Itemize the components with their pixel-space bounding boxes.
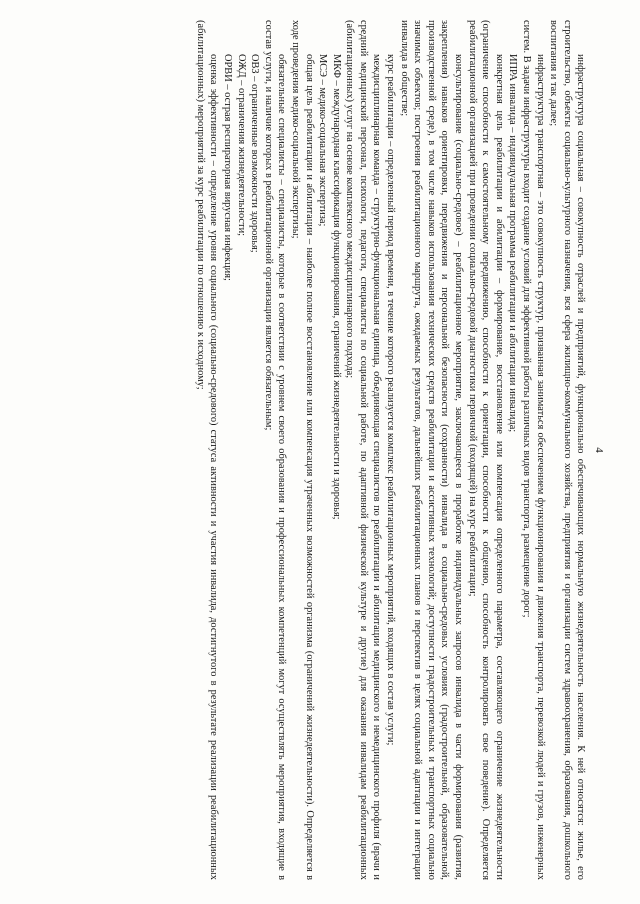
definition-paragraph (193, 20, 220, 880)
definition-paragraph (397, 20, 465, 880)
definition-text: – индивидуальная программа реабилитации и абилитации инвалида; (507, 124, 519, 433)
definition-paragraph (220, 20, 234, 880)
definition-text: – совокупность отраслей и предприятий, функционально обеспечивающих нормальную жизнедеятельность населения. К ней относятся: жилье, его строительство, объекты социально-культурного назначения, вся сфера жилищно-коммунального хозяйства, предприятия и организации систем здравоохранения, образования, дошкольного воспитания и так далее; (548, 20, 587, 880)
definition-paragraph (234, 20, 248, 880)
definition-term: консультирование (социально-средовое) (453, 54, 465, 236)
definition-text: – структурно-функциональная единица, объединяющая специалистов по реабилитации и абилитации медицинского и немедицинского профиля (врачи и средний медицинский персонал, психологи, педагоги, специалисты по социальной работе, по адаптивной физической культуре и другие) для оказания инвалидам реабилитационных (абилитационных) услуг на основе комплексного междисциплинарного подхода; (344, 20, 383, 880)
definition-paragraph (248, 20, 262, 880)
definition-paragraph (519, 20, 546, 880)
definition-term: конкретная цель реабилитации и абилитации (493, 54, 505, 272)
definition-text: – определенный период времени, в течение которого реализуется комплекс реабилитационных мероприятий, входящих в состав услуги; (385, 138, 397, 746)
definition-text: – острая респираторная вирусная инфекция; (221, 81, 233, 281)
definition-paragraph (506, 20, 520, 880)
definition-term: ОЖД (235, 54, 247, 78)
definition-text: – специалисты, которые в соответствии с уровнем своего образования и профессиональных компетенций могут осуществлять мероприятия, входящие в состав услуги, и наличие которых в реабилитационной организации является обязательным; (262, 20, 288, 880)
definition-paragraph (465, 20, 506, 880)
definition-text: – реабилитационное мероприятие, заключающееся в проработке индивидуальных запросов инвалида в части формирования (развития, закрепления) навыков ориентировки, передвижения и персональной безопасности (сохранности) инвалида в социально-средовых условиях (градостроительной, образовательной, производственной среде), в том числе навыков использования технических средств реабилитации и ассистивных технологий; доступности градостроительных и транспортных социально значимых объектов; построения реабилитационного маршрута, ожидаемых результатов, дальнейших реабилитационных планов и перспектив в целях социальной адаптации и интеграции инвалида в обществе; (398, 20, 465, 880)
definition-term: обязательные специалисты (276, 54, 288, 176)
definition-text: – наиболее полное восстановление или компенсация утраченных возможностей организма (ограничений жизнедеятельности). Определяется в ходе проведения медико-социальной экспертизы; (289, 20, 315, 880)
definition-text: – ограничения жизнедеятельности; (235, 77, 247, 237)
definition-paragraph (547, 20, 588, 880)
definition-text: – определение уровня социального (социально-средового) статуса активности и участия инвалида, достигнутого в результате реализации реабилитационных (абилитационных) мероприятий за курс реабилитации по отношению к исходному; (194, 20, 220, 880)
definition-paragraph (329, 20, 343, 880)
page-number: 4 (593, 447, 605, 453)
paragraph-list (193, 20, 587, 880)
definition-paragraph (343, 20, 384, 880)
definition-term: междисциплинарная команда (371, 54, 383, 186)
definition-text: – это совокупность структур, призванная заниматься обеспечением функционирования и движения транспорта, перевозкой людей и грузов, инженерных систем. В задачи инфраструктуры входит создание условий для эффективной работы различных видов транспорта, размещение дорог; (521, 20, 546, 880)
definition-paragraph (384, 20, 398, 880)
definition-term: инфраструктура транспортная (534, 54, 546, 189)
definition-term: курс реабилитации (385, 54, 397, 139)
definition-term: МКФ (330, 54, 342, 78)
definition-term: ИПРА инвалида (507, 54, 519, 125)
definition-term: ОВЗ (249, 54, 261, 74)
definition-text: – медико-социальная экспертиза; (317, 77, 329, 227)
definition-term: МСЭ (317, 54, 329, 78)
definition-text: – ограниченные возможности здоровья; (249, 73, 261, 253)
definition-term: ОРВИ (221, 54, 233, 82)
definition-paragraph (261, 20, 288, 880)
definition-text: – международная классификация функционирования, ограничений жизнедеятельности и здоровья; (330, 77, 342, 520)
definition-paragraph (316, 20, 330, 880)
definition-term: инфраструктура социальная (575, 54, 587, 182)
definition-term: общая цель реабилитации и абилитации (303, 54, 315, 236)
rotated-text-block (35, 20, 605, 880)
definition-term: оценка эффективности (208, 54, 220, 157)
definition-text: – формирование, восстановление или компенсация определенного параметра, составляющего ограничение жизнедеятельности (ограничение способности к самостоятельному передвижению, способности к ориентации, способности к общению, способность контролировать свое поведение). Определяется реабилитационной организацией при проведении социально-средовой диагностики первичной (входящей) на курс реабилитации; (466, 20, 505, 880)
definition-paragraph (288, 20, 315, 880)
